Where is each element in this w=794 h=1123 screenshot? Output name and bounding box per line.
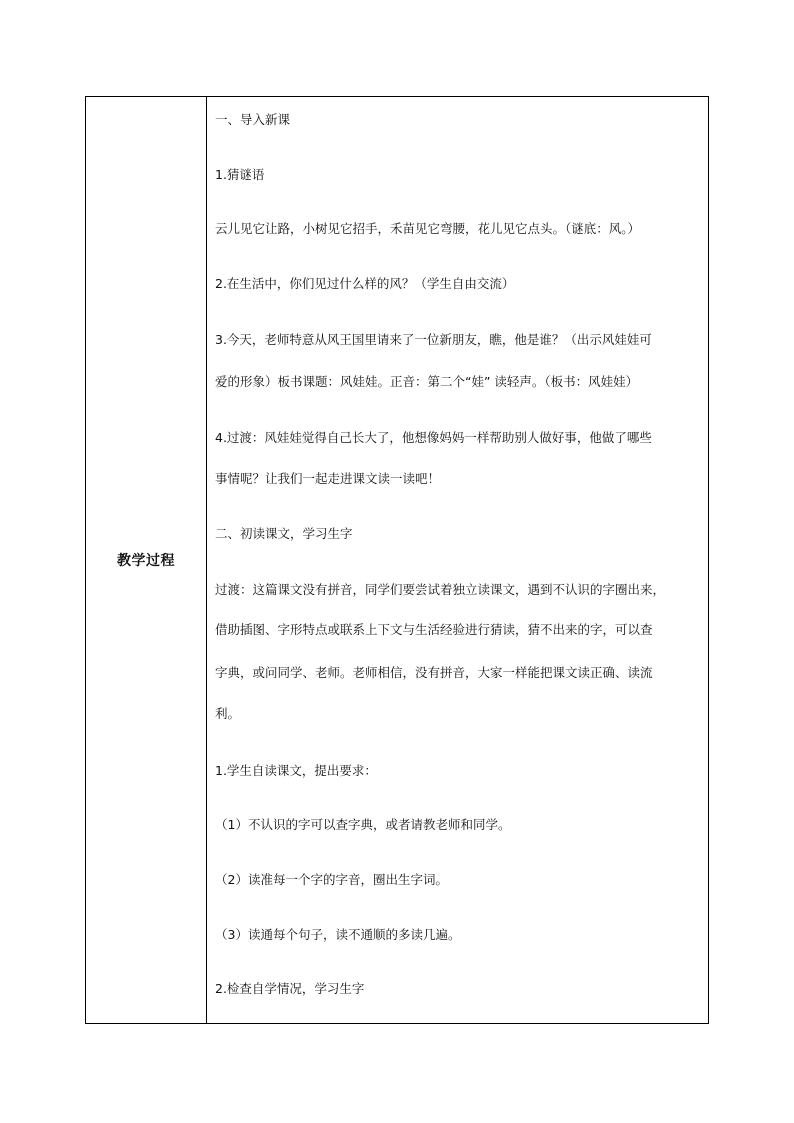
transition-paragraph-line4: 利。 xyxy=(215,706,241,721)
section-label-cell xyxy=(86,97,207,1023)
requirement-2: （2）读准每一个字的字音，圈出生字词。 xyxy=(215,872,448,887)
item-discussion: 2.在生活中，你们见过什么样的风？（学生自由交流） xyxy=(215,276,515,291)
transition-paragraph-line1: 过渡：这篇课文没有拼音，同学们要尝试着独立读课文，遇到不认识的字圈出来， xyxy=(215,582,666,597)
section-label: 教学过程 xyxy=(117,553,175,569)
item-transition-line2: 事情呢？让我们一起走进课文读一读吧！ xyxy=(215,471,441,486)
lesson-plan-table xyxy=(85,96,709,1024)
transition-paragraph-line2: 借助插图、字形特点或联系上下文与生活经验进行猜读，猜不出来的字，可以查 xyxy=(215,622,653,637)
item-new-friend-line2: 爱的形象）板书课题：风娃娃。正音：第二个“娃” 读轻声。（板书：风娃娃） xyxy=(215,374,639,389)
lesson-content-cell xyxy=(207,97,708,1023)
heading-intro: 一、导入新课 xyxy=(215,112,291,127)
item-riddle: 1.猜谜语 xyxy=(215,167,265,182)
requirement-1: （1）不认识的字可以查字典，或者请教老师和同学。 xyxy=(215,817,511,832)
riddle-text: 云儿见它让路，小树见它招手，禾苗见它弯腰，花儿见它点头。（谜底：风。） xyxy=(215,221,641,236)
requirement-3: （3）读通每个句子，读不通顺的多读几遍。 xyxy=(215,927,461,942)
heading-first-reading: 二、初读课文，学习生字 xyxy=(215,526,353,541)
transition-paragraph-line3: 字典，或问同学、老师。老师相信，没有拼音，大家一样能把课文读正确、读流 xyxy=(215,665,653,680)
item-check-learning: 2.检查自学情况，学习生字 xyxy=(215,981,365,996)
item-transition-line1: 4.过渡：风娃娃觉得自己长大了，他想像妈妈一样帮助别人做好事，他做了哪些 xyxy=(215,430,652,445)
item-new-friend-line1: 3.今天，老师特意从风王国里请来了一位新朋友，瞧，他是谁？（出示风娃娃可 xyxy=(215,332,652,347)
item-self-reading: 1.学生自读课文，提出要求： xyxy=(215,763,377,778)
